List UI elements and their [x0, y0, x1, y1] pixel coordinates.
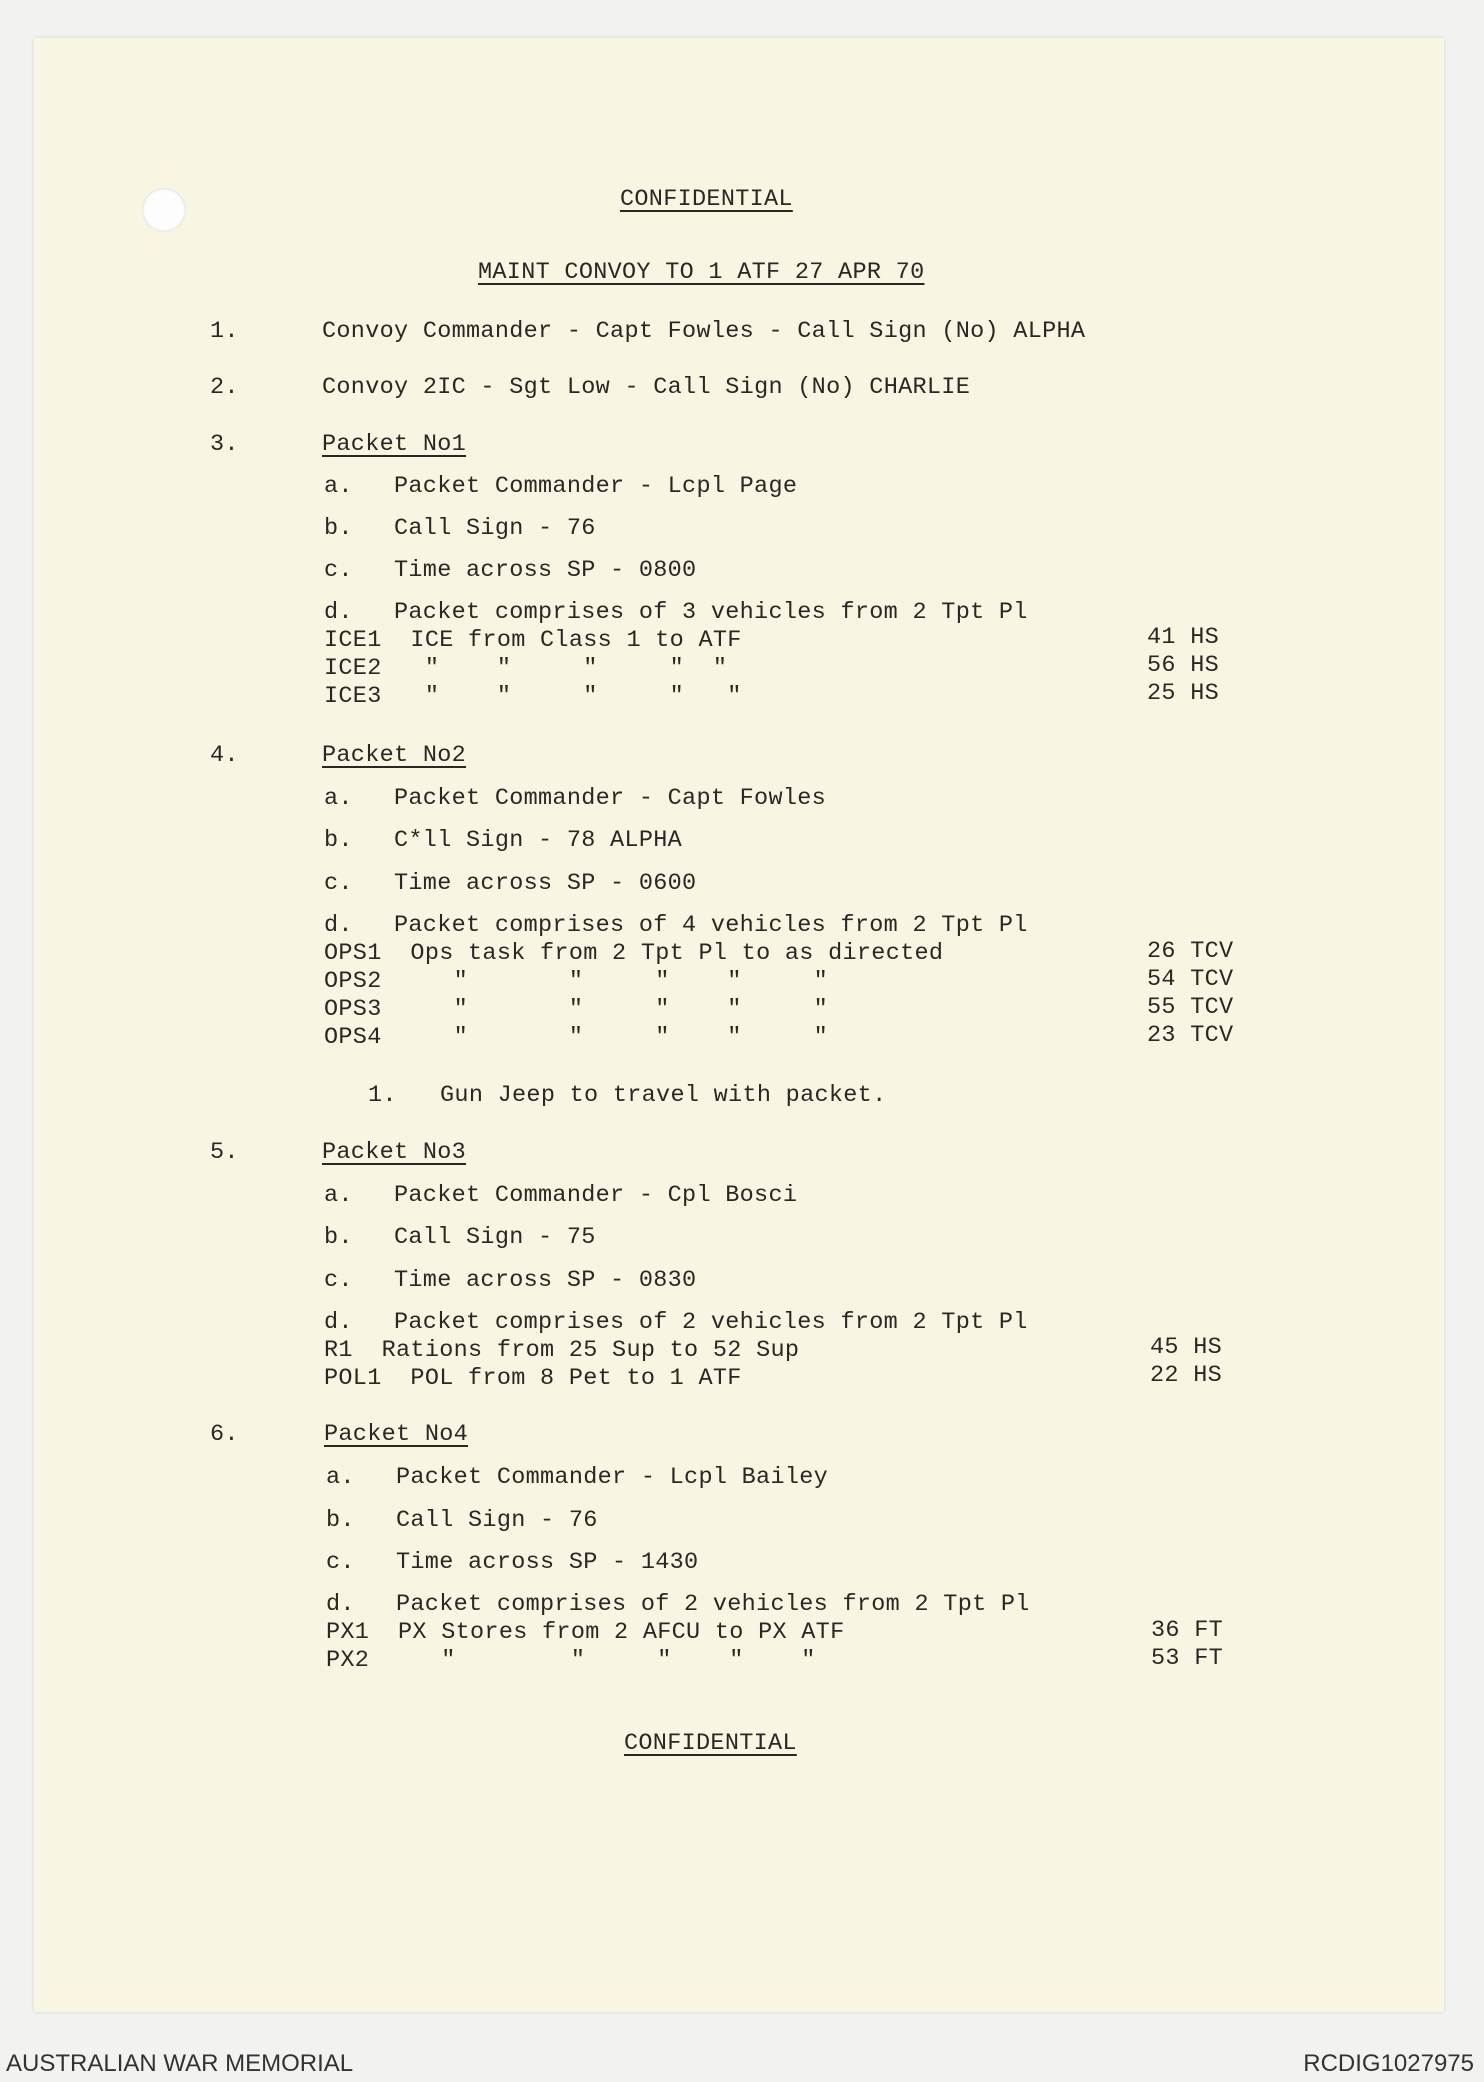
sub-letter: a.	[326, 1464, 355, 1491]
item-text: Convoy 2IC - Sgt Low - Call Sign (No) CHARLIE	[322, 374, 971, 401]
sub-letter: d.	[324, 599, 353, 626]
sub-letter: b.	[324, 827, 353, 854]
sub-text: Packet comprises of 3 vehicles from 2 Tpt Pl	[394, 599, 1028, 626]
sub-letter: c.	[324, 870, 353, 897]
packet-title: Packet No2	[322, 742, 467, 769]
vehicle-reg: 36 FT	[1151, 1617, 1224, 1644]
sub-letter: a.	[324, 785, 353, 812]
sub-text: Packet Commander - Lcpl Page	[394, 473, 798, 500]
sub-letter: c.	[326, 1549, 355, 1576]
sub-text: Call Sign - 76	[394, 515, 596, 542]
sub-letter: d.	[324, 1309, 353, 1336]
vehicle-line: OPS1 Ops task from 2 Tpt Pl to as directed	[324, 940, 944, 967]
vehicle-reg: 22 HS	[1150, 1362, 1223, 1389]
item-number: 1.	[210, 318, 239, 345]
vehicle-line: PX1 PX Stores from 2 AFCU to PX ATF	[326, 1619, 845, 1646]
archive-id: RCDIG1027975	[1303, 2050, 1474, 2077]
sub-letter: b.	[324, 1224, 353, 1251]
sub-text: Time across SP - 1430	[396, 1549, 699, 1576]
sub-text: Packet comprises of 4 vehicles from 2 Tpt Pl	[394, 912, 1028, 939]
sub-text: Call Sign - 75	[394, 1224, 596, 1251]
packet-title: Packet No1	[322, 431, 467, 458]
vehicle-line: ICE3 " " " " "	[324, 683, 742, 710]
sub-letter: a.	[324, 473, 353, 500]
vehicle-reg: 55 TCV	[1147, 994, 1234, 1021]
packet-note: 1. Gun Jeep to travel with packet.	[368, 1082, 887, 1109]
document-page	[34, 38, 1444, 2012]
vehicle-line: ICE2 " " " " "	[324, 655, 728, 682]
sub-letter: b.	[326, 1507, 355, 1534]
sub-text: Packet comprises of 2 vehicles from 2 Tpt Pl	[396, 1591, 1030, 1618]
item-number: 6.	[210, 1421, 239, 1448]
vehicle-line: ICE1 ICE from Class 1 to ATF	[324, 627, 742, 654]
sub-letter: b.	[324, 515, 353, 542]
header-confidential: CONFIDENTIAL	[620, 186, 793, 213]
sub-text: C*ll Sign - 78 ALPHA	[394, 827, 683, 854]
vehicle-reg: 54 TCV	[1147, 966, 1234, 993]
vehicle-reg: 53 FT	[1151, 1645, 1224, 1672]
vehicle-line: OPS3 " " " " "	[324, 996, 829, 1023]
vehicle-line: POL1 POL from 8 Pet to 1 ATF	[324, 1365, 742, 1392]
vehicle-reg: 56 HS	[1147, 652, 1220, 679]
footer-confidential: CONFIDENTIAL	[624, 1730, 797, 1757]
sub-letter: d.	[326, 1591, 355, 1618]
vehicle-line: R1 Rations from 25 Sup to 52 Sup	[324, 1337, 800, 1364]
sub-text: Packet comprises of 2 vehicles from 2 Tpt Pl	[394, 1309, 1028, 1336]
item-text: Convoy Commander - Capt Fowles - Call Sign (No) ALPHA	[322, 318, 1086, 345]
item-number: 2.	[210, 374, 239, 401]
sub-text: Packet Commander - Cpl Bosci	[394, 1182, 798, 1209]
vehicle-line: OPS4 " " " " "	[324, 1024, 829, 1051]
sub-text: Packet Commander - Lcpl Bailey	[396, 1464, 829, 1491]
sub-text: Time across SP - 0830	[394, 1267, 697, 1294]
packet-title: Packet No3	[322, 1139, 467, 1166]
packet-title: Packet No4	[324, 1421, 469, 1448]
archive-credit: AUSTRALIAN WAR MEMORIAL	[6, 2050, 354, 2077]
sub-letter: d.	[324, 912, 353, 939]
sub-text: Time across SP - 0800	[394, 557, 697, 584]
item-number: 5.	[210, 1139, 239, 1166]
sub-text: Packet Commander - Capt Fowles	[394, 785, 827, 812]
vehicle-reg: 23 TCV	[1147, 1022, 1234, 1049]
vehicle-reg: 26 TCV	[1147, 938, 1234, 965]
sub-letter: c.	[324, 557, 353, 584]
sub-text: Time across SP - 0600	[394, 870, 697, 897]
document-title: MAINT CONVOY TO 1 ATF 27 APR 70	[478, 259, 925, 286]
item-number: 4.	[210, 742, 239, 769]
sub-text: Call Sign - 76	[396, 1507, 598, 1534]
item-number: 3.	[210, 431, 239, 458]
punch-hole	[142, 188, 186, 232]
vehicle-line: PX2 " " " " "	[326, 1647, 816, 1674]
sub-letter: c.	[324, 1267, 353, 1294]
sub-letter: a.	[324, 1182, 353, 1209]
vehicle-line: OPS2 " " " " "	[324, 968, 829, 995]
vehicle-reg: 45 HS	[1150, 1334, 1223, 1361]
vehicle-reg: 41 HS	[1147, 624, 1220, 651]
vehicle-reg: 25 HS	[1147, 680, 1220, 707]
